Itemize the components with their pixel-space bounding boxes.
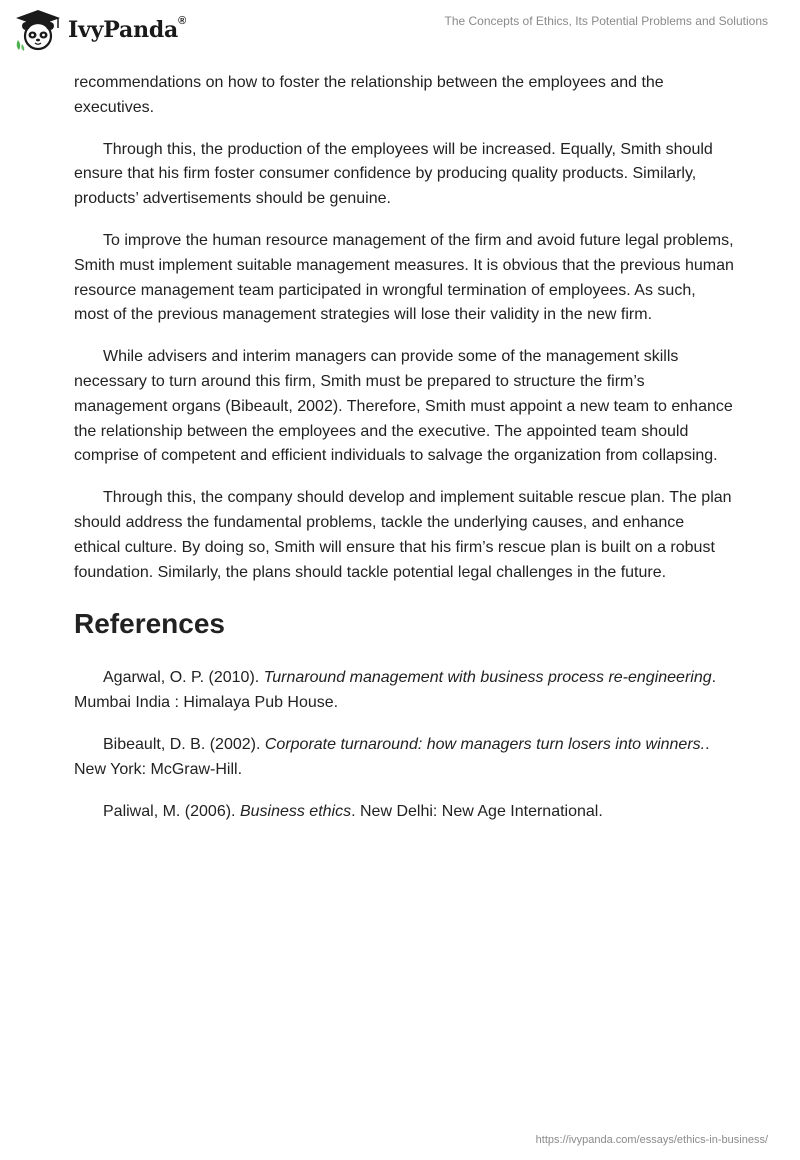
- ivypanda-logo[interactable]: [14, 8, 186, 52]
- paragraph: recommendations on how to foster the relationship between the employees and the executives.: [74, 74, 664, 116]
- paragraph: Through this, the production of the employees will be increased. Equally, Smith should ensure that his firm foster consumer confidence by producing quality products. Similarly, products’ advertisements should be genuine.: [74, 140, 713, 208]
- document-title: The Concepts of Ethics, Its Potential Problems and Solutions: [444, 14, 768, 28]
- reference-title: Turnaround management with business process re-engineering: [263, 669, 712, 687]
- logo-wordmark: IvyPanda®: [68, 15, 187, 43]
- reference-title: Corporate turnaround: how managers turn losers into winners.: [264, 735, 706, 753]
- reference-item: Paliwal, M. (2006). Business ethics. New Delhi: New Age International.: [103, 802, 603, 820]
- paragraph: While advisers and interim managers can provide some of the management skills necessary to turn around this firm, Smith must be prepared to structure the firm’s management organs (Bibeault, 2002). Therefore, Smith must appoint a new team to enhance the relationship between the employees and the executive. The appointed team should comprise of competent and efficient individuals to salvage the organization from collapsing.: [74, 348, 733, 465]
- paragraph: To improve the human resource management of the firm and avoid future legal problems, Smith must implement suitable management measures. It is obvious that the previous human resource management team participated in wrongful termination of employees. As such, most of the previous management strategies will lose their validity in the new firm.: [74, 231, 734, 324]
- reference-title: Business ethics: [239, 802, 352, 820]
- page-header: [0, 0, 800, 66]
- paragraph: Through this, the company should develop and implement suitable rescue plan. The plan should address the fundamental problems, tackle the underlying causes, and enhance ethical culture. By doing so, Smith will ensure that his firm’s rescue plan is built on a robust foundation. Similarly, the plans should tackle potential legal challenges in the future.: [74, 489, 732, 581]
- essay-content: [74, 71, 734, 841]
- source-url[interactable]: https://ivypanda.com/essays/ethics-in-business/: [535, 1134, 768, 1146]
- references-heading: References: [74, 608, 225, 640]
- reference-item: Agarwal, O. P. (2010). Turnaround management with business process re-engineering. Mumbai India : Himalaya Pub House.: [74, 669, 717, 712]
- panda-graduate-icon: [14, 8, 62, 52]
- registered-mark: ®: [178, 15, 187, 27]
- reference-item: Bibeault, D. B. (2002). Corporate turnaround: how managers turn losers into winners.. New York: McGraw-Hill.: [74, 735, 710, 778]
